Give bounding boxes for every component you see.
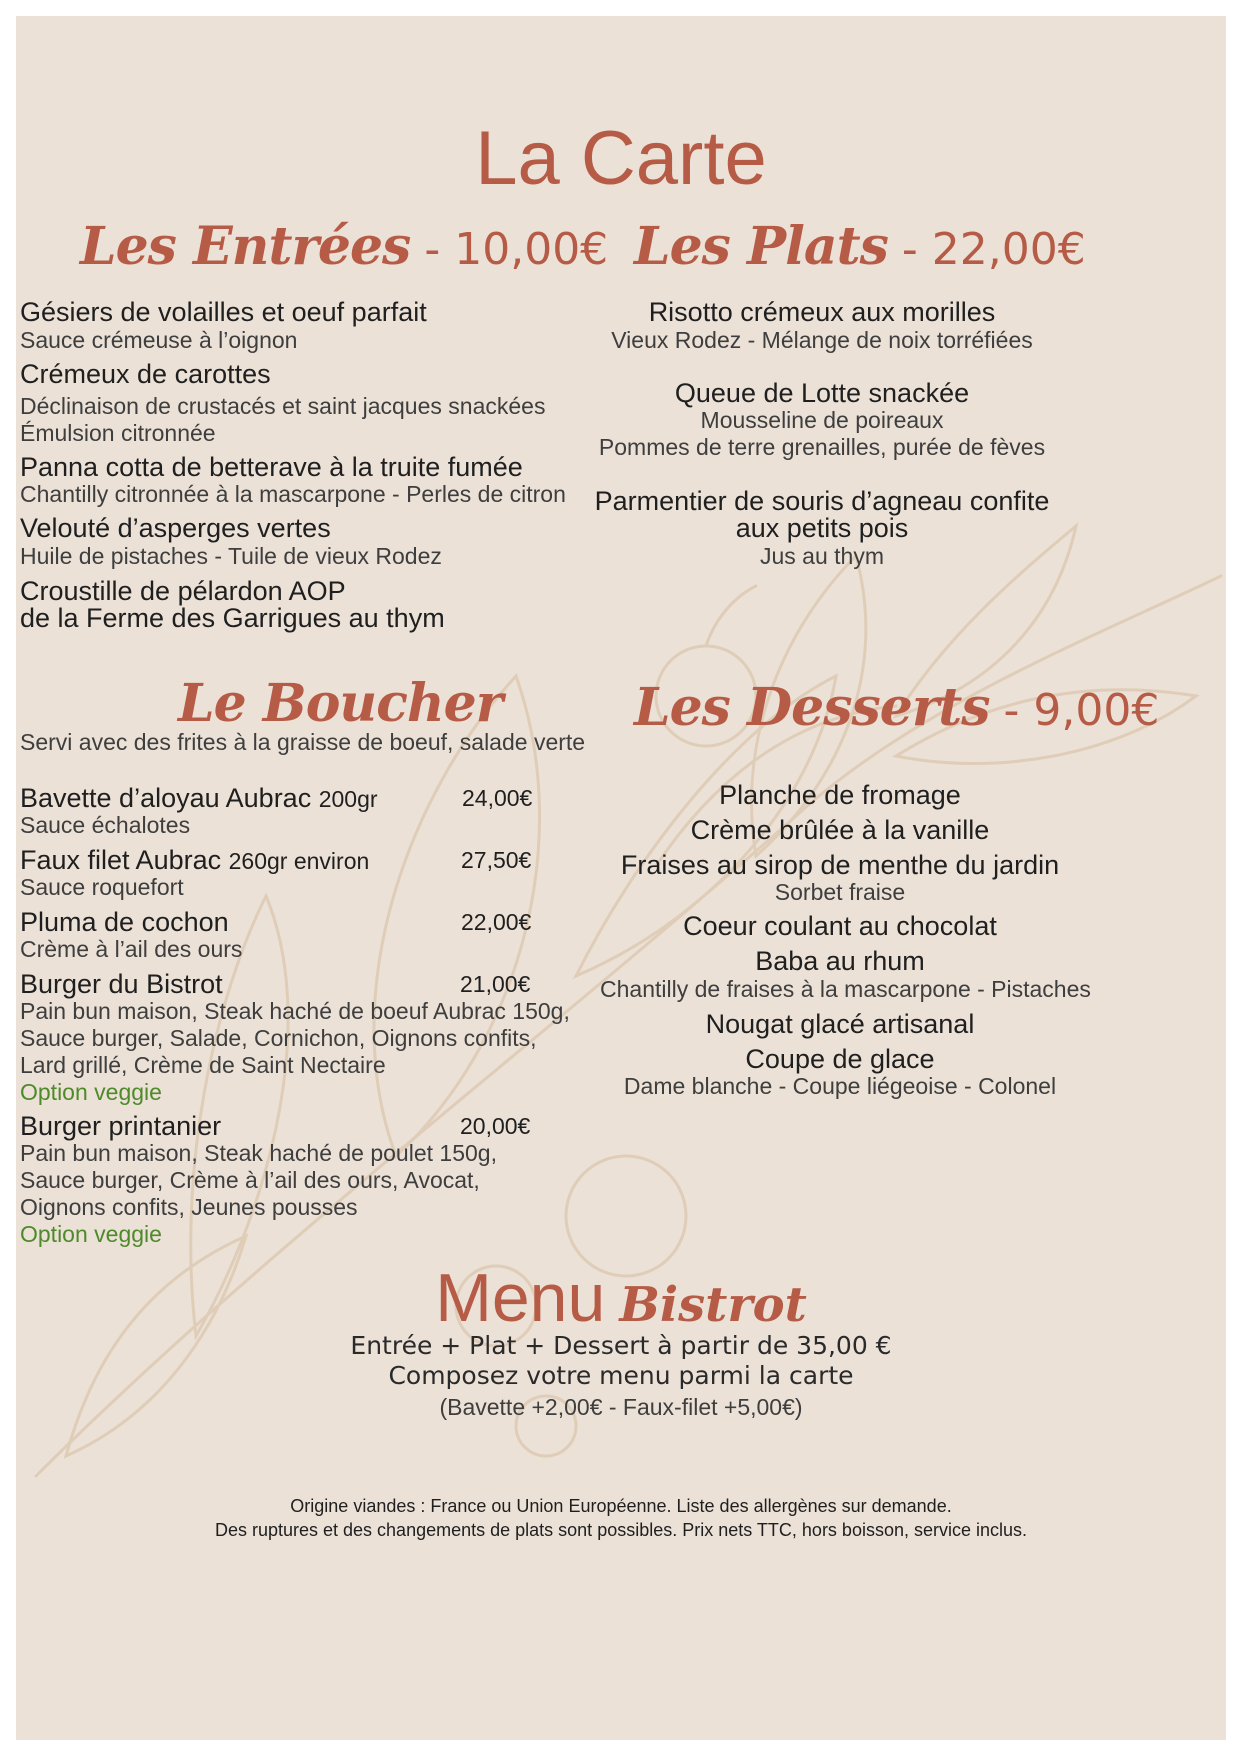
menu-bistrot-supplements: (Bavette +2,00€ - Faux-filet +5,00€) bbox=[439, 1394, 803, 1420]
footer-origin: Origine viandes : France ou Union Européenne. Liste des allergènes sur demande. bbox=[290, 1496, 952, 1516]
dessert-name: Coeur coulant au chocolat bbox=[683, 911, 997, 941]
entree-desc: Sauce crémeuse à l’oignon bbox=[20, 327, 298, 353]
boucher-item-price: 21,00€ bbox=[460, 971, 531, 997]
boucher-item-desc: Sauce burger, Salade, Cornichon, Oignons confits, bbox=[20, 1025, 537, 1051]
boucher-item-price: 27,50€ bbox=[461, 847, 532, 873]
boucher-item-weight: 200gr bbox=[318, 786, 378, 812]
plat-name: Queue de Lotte snackée bbox=[674, 378, 970, 408]
plat-name: aux petits pois bbox=[735, 513, 909, 543]
entree-name: Panna cotta de betterave à la truite fumée bbox=[20, 452, 523, 482]
plat-desc: Pommes de terre grenailles, purée de fèves bbox=[598, 434, 1046, 460]
boucher-item-desc: Crème à l’ail des ours bbox=[20, 936, 243, 962]
boucher-item-price: 22,00€ bbox=[461, 909, 532, 935]
plats-title: Les Plats bbox=[634, 216, 888, 277]
menu-bistrot-formula: Entrée + Plat + Dessert à partir de 35,00 € bbox=[350, 1331, 892, 1360]
dessert-name: Baba au rhum bbox=[755, 946, 925, 976]
boucher-item-name: Burger printanier bbox=[20, 1111, 222, 1141]
dessert-name: Crème brûlée à la vanille bbox=[690, 815, 990, 845]
entree-desc: Émulsion citronnée bbox=[20, 420, 216, 446]
entree-name: Velouté d’asperges vertes bbox=[20, 513, 331, 543]
dessert-desc: Dame blanche - Coupe liégeoise - Colonel bbox=[623, 1073, 1057, 1099]
entrees-heading: Les Entrées - 10,00€ bbox=[80, 216, 609, 277]
dessert-name: Coupe de glace bbox=[745, 1044, 935, 1074]
entree-name: de la Ferme des Garrigues au thym bbox=[20, 603, 445, 633]
menu-word: Menu bbox=[435, 1260, 606, 1336]
dessert-name: Nougat glacé artisanal bbox=[705, 1009, 975, 1039]
plat-desc: Vieux Rodez - Mélange de noix torréfiées bbox=[611, 327, 1033, 353]
boucher-item-desc: Lard grillé, Crème de Saint Nectaire bbox=[20, 1052, 386, 1078]
boucher-item-desc: Pain bun maison, Steak haché de boeuf Aubrac 150g, bbox=[20, 998, 570, 1024]
boucher-title: Le Boucher bbox=[178, 673, 503, 734]
menu-page bbox=[16, 16, 1226, 1740]
plat-name: Parmentier de souris d’agneau confite bbox=[594, 486, 1050, 516]
entree-name: Crémeux de carottes bbox=[20, 359, 271, 389]
boucher-item-weight: 260gr environ bbox=[228, 848, 370, 874]
entree-name: Croustille de pélardon AOP bbox=[20, 576, 346, 606]
footer-notes: Des ruptures et des changements de plats sont possibles. Prix nets TTC, hors boisson, service inclus. bbox=[214, 1520, 1028, 1540]
plats-price: 22,00€ bbox=[931, 224, 1086, 275]
desserts-heading: Les Desserts - 9,00€ bbox=[634, 677, 1160, 738]
boucher-item-price: 20,00€ bbox=[460, 1113, 531, 1139]
boucher-item-price: 24,00€ bbox=[462, 785, 533, 811]
boucher-item-desc: Sauce échalotes bbox=[20, 812, 191, 838]
dessert-name: Fraises au sirop de menthe du jardin bbox=[620, 850, 1060, 880]
veggie-option: Option veggie bbox=[20, 1221, 162, 1247]
entree-desc: Chantilly citronnée à la mascarpone - Perles de citron bbox=[20, 481, 566, 507]
plat-desc: Jus au thym bbox=[760, 543, 884, 569]
menu-bistrot-compose: Composez votre menu parmi la carte bbox=[388, 1361, 854, 1390]
dessert-desc: Chantilly de fraises à la mascarpone - Pistaches bbox=[600, 976, 1091, 1002]
boucher-item-desc: Sauce burger, Crème à l’ail des ours, Avocat, bbox=[20, 1167, 480, 1193]
entree-desc: Déclinaison de crustacés et saint jacques snackées bbox=[20, 393, 546, 419]
menu-bistrot-title bbox=[16, 1260, 1226, 1336]
boucher-item-name: Burger du Bistrot bbox=[20, 969, 223, 999]
plat-name: Risotto crémeux aux morilles bbox=[648, 297, 996, 327]
bistrot-word: Bistrot bbox=[619, 1277, 807, 1333]
boucher-item-desc: Oignons confits, Jeunes pousses bbox=[20, 1194, 358, 1220]
entrees-title: Les Entrées bbox=[80, 216, 411, 277]
entrees-price: 10,00€ bbox=[454, 224, 609, 275]
dessert-name: Planche de fromage bbox=[719, 780, 961, 810]
desserts-price: 9,00€ bbox=[1033, 685, 1160, 736]
dessert-desc: Sorbet fraise bbox=[774, 879, 906, 905]
entree-desc: Huile de pistaches - Tuile de vieux Rodez bbox=[20, 543, 442, 569]
boucher-heading bbox=[178, 673, 503, 734]
veggie-option: Option veggie bbox=[20, 1079, 162, 1105]
entree-name: Gésiers de volailles et oeuf parfait bbox=[20, 297, 427, 327]
page-title: La Carte bbox=[475, 116, 767, 201]
plats-heading: Les Plats - 22,00€ bbox=[634, 216, 1086, 277]
boucher-subtitle: Servi avec des frites à la graisse de boeuf, salade verte bbox=[20, 729, 586, 755]
boucher-item-desc: Pain bun maison, Steak haché de poulet 150g, bbox=[20, 1140, 497, 1166]
plat-desc: Mousseline de poireaux bbox=[700, 407, 944, 433]
desserts-title: Les Desserts bbox=[634, 677, 990, 738]
boucher-item-desc: Sauce roquefort bbox=[20, 874, 184, 900]
boucher-item-name: Bavette d’aloyau Aubrac 200gr bbox=[20, 783, 378, 813]
boucher-item-name: Faux filet Aubrac 260gr environ bbox=[20, 845, 370, 875]
boucher-item-name: Pluma de cochon bbox=[20, 907, 229, 937]
